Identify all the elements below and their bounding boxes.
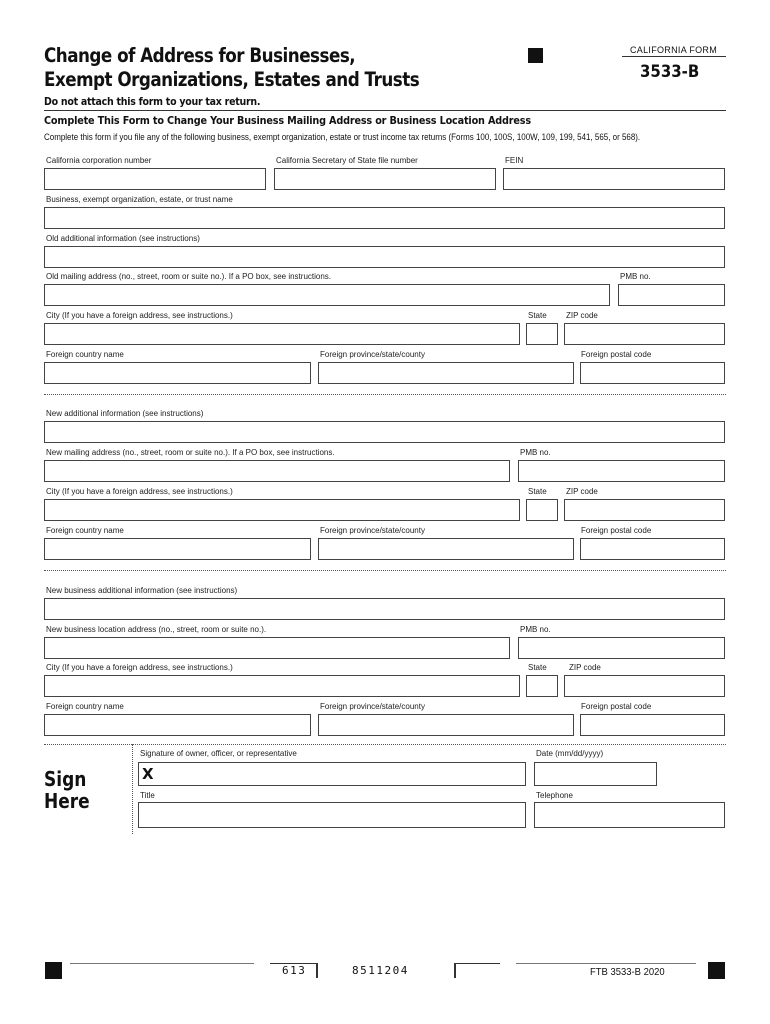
- city-old-label: City (If you have a foreign address, see instructions.): [46, 311, 233, 320]
- foreign-country-new-field[interactable]: [44, 538, 311, 560]
- pmb-no-loc-label: PMB no.: [520, 625, 551, 634]
- old-mailing-address-field[interactable]: [44, 284, 610, 306]
- pmb-no-new-label: PMB no.: [520, 448, 551, 457]
- pmb-no-old-field[interactable]: [618, 284, 725, 306]
- new-mailing-address-label: New mailing address (no., street, room or suite no.). If a PO box, see instructions.: [46, 448, 335, 457]
- city-old-field[interactable]: [44, 323, 520, 345]
- business-name-field[interactable]: [44, 207, 725, 229]
- new-mailing-address-field[interactable]: [44, 460, 510, 482]
- zip-loc-field[interactable]: [564, 675, 725, 697]
- zip-loc-label: ZIP code: [569, 663, 601, 672]
- footer-form-id: FTB 3533-B 2020: [590, 966, 665, 978]
- date-label: Date (mm/dd/yyyy): [536, 749, 604, 758]
- footer-registration-mark-left-icon: [45, 962, 62, 979]
- old-additional-info-field[interactable]: [44, 246, 725, 268]
- new-additional-info-label: New additional information (see instructions): [46, 409, 204, 418]
- sign-section-vertical-divider: [132, 744, 133, 834]
- footer-bracket-right: [454, 963, 500, 978]
- foreign-province-old-field[interactable]: [318, 362, 574, 384]
- business-name-label: Business, exempt organization, estate, or trust name: [46, 195, 233, 204]
- do-not-attach-note: Do not attach this form to your tax return.: [44, 95, 261, 108]
- title-field[interactable]: [138, 802, 526, 828]
- sign-here-line1: Sign: [44, 767, 87, 791]
- foreign-country-loc-label: Foreign country name: [46, 702, 124, 711]
- old-mailing-address-label: Old mailing address (no., street, room or suite no.). If a PO box, see instructions.: [46, 272, 332, 281]
- foreign-province-loc-label: Foreign province/state/county: [320, 702, 425, 711]
- pmb-no-new-field[interactable]: [518, 460, 725, 482]
- foreign-province-old-label: Foreign province/state/county: [320, 350, 425, 359]
- state-old-label: State: [528, 311, 547, 320]
- new-business-location-address-label: New business location address (no., street, room or suite no.).: [46, 625, 267, 634]
- state-loc-field[interactable]: [526, 675, 558, 697]
- footer-code-left: 613: [282, 964, 307, 977]
- state-old-field[interactable]: [526, 323, 558, 345]
- sign-section-divider: [44, 744, 726, 745]
- new-business-additional-info-label: New business additional information (see instructions): [46, 586, 238, 595]
- new-business-additional-info-field[interactable]: [44, 598, 725, 620]
- ca-sos-file-number-label: California Secretary of State file number: [276, 156, 418, 165]
- state-new-label: State: [528, 487, 547, 496]
- zip-new-label: ZIP code: [566, 487, 598, 496]
- foreign-country-new-label: Foreign country name: [46, 526, 124, 535]
- foreign-province-new-field[interactable]: [318, 538, 574, 560]
- fein-field[interactable]: [503, 168, 725, 190]
- form-title-line2: Exempt Organizations, Estates and Trusts: [44, 68, 420, 91]
- section-heading: Complete This Form to Change Your Business Mailing Address or Business Location Address: [44, 114, 531, 127]
- section-intro: Complete this form if you file any of the following business, exempt organization, estate or trust income tax returns (Forms 100, 100S, 100W, 109, 199, 541, 565, or 568).: [44, 132, 641, 143]
- zip-new-field[interactable]: [564, 499, 725, 521]
- state-new-field[interactable]: [526, 499, 558, 521]
- new-additional-info-field[interactable]: [44, 421, 725, 443]
- zip-old-label: ZIP code: [566, 311, 598, 320]
- section-divider-new: [44, 570, 726, 571]
- city-new-field[interactable]: [44, 499, 520, 521]
- foreign-country-loc-field[interactable]: [44, 714, 311, 736]
- sign-here-line2: Here: [44, 789, 90, 813]
- pmb-no-loc-field[interactable]: [518, 637, 725, 659]
- telephone-field[interactable]: [534, 802, 725, 828]
- fein-label: FEIN: [505, 156, 524, 165]
- ca-sos-file-number-field[interactable]: [274, 168, 496, 190]
- registration-mark-icon: [528, 48, 543, 63]
- zip-old-field[interactable]: [564, 323, 725, 345]
- city-new-label: City (If you have a foreign address, see instructions.): [46, 487, 233, 496]
- foreign-postal-old-label: Foreign postal code: [581, 350, 652, 359]
- signature-label: Signature of owner, officer, or representative: [140, 749, 297, 758]
- signature-x-mark: X: [142, 765, 154, 783]
- footer-rule-left: [70, 963, 254, 964]
- section-divider-old: [44, 394, 726, 395]
- foreign-postal-new-field[interactable]: [580, 538, 725, 560]
- telephone-label: Telephone: [536, 791, 573, 800]
- foreign-country-old-label: Foreign country name: [46, 350, 124, 359]
- foreign-postal-loc-label: Foreign postal code: [581, 702, 652, 711]
- ca-corp-number-label: California corporation number: [46, 156, 152, 165]
- form-title-line1: Change of Address for Businesses,: [44, 44, 356, 67]
- pmb-no-old-label: PMB no.: [620, 272, 651, 281]
- old-additional-info-label: Old additional information (see instructions): [46, 234, 200, 243]
- footer-rule-right: [516, 963, 696, 964]
- city-loc-field[interactable]: [44, 675, 520, 697]
- date-field[interactable]: [534, 762, 657, 786]
- signature-field[interactable]: [138, 762, 526, 786]
- foreign-postal-old-field[interactable]: [580, 362, 725, 384]
- form-state-rule: [622, 56, 726, 57]
- foreign-postal-new-label: Foreign postal code: [581, 526, 652, 535]
- title-label: Title: [140, 791, 155, 800]
- foreign-postal-loc-field[interactable]: [580, 714, 725, 736]
- header-rule: [44, 110, 726, 111]
- footer-code-right: 8511204: [352, 964, 409, 977]
- footer-registration-mark-right-icon: [708, 962, 725, 979]
- form-state-label: CALIFORNIA FORM: [630, 45, 718, 55]
- foreign-province-new-label: Foreign province/state/county: [320, 526, 425, 535]
- city-loc-label: City (If you have a foreign address, see instructions.): [46, 663, 233, 672]
- state-loc-label: State: [528, 663, 547, 672]
- ca-corp-number-field[interactable]: [44, 168, 266, 190]
- new-business-location-address-field[interactable]: [44, 637, 510, 659]
- foreign-province-loc-field[interactable]: [318, 714, 574, 736]
- form-number: 3533-B: [640, 62, 700, 82]
- foreign-country-old-field[interactable]: [44, 362, 311, 384]
